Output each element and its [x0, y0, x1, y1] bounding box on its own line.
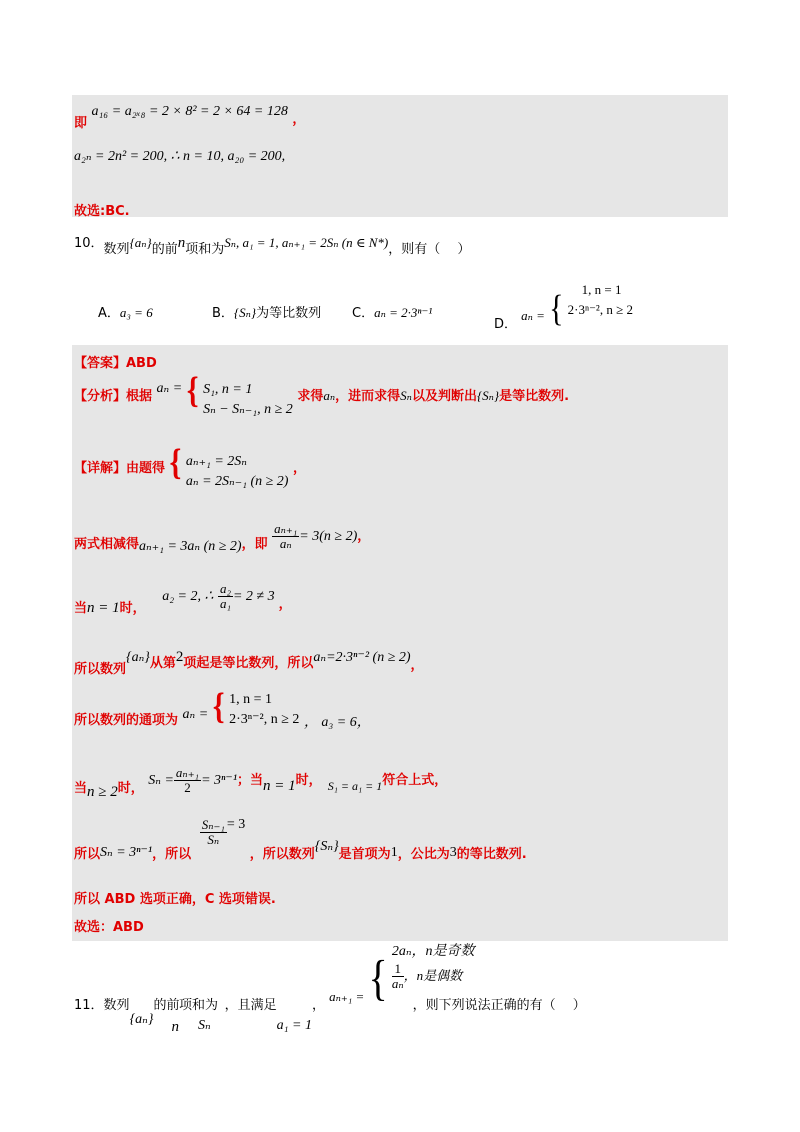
geo-m2: 2 — [175, 649, 184, 665]
q10-option-c-math: aₙ = 2·3ⁿ⁻¹ — [374, 305, 433, 320]
prev-line1-math: a₁₆ = a₂ₓ₈ = 2 × 8² = 2 × 64 = 128 — [91, 104, 288, 119]
q11-number: 11． — [74, 998, 104, 1013]
solution10-ratio — [74, 817, 527, 862]
q10-stem-c: 项和为 — [185, 242, 225, 257]
q11-a1: a₁ = 1 — [276, 1018, 312, 1033]
analysis-sn: Sₙ — [400, 388, 412, 403]
sub-frac — [272, 522, 299, 551]
n1-m3: = 2 ≠ 3 — [232, 589, 275, 604]
ratio-m1: Sₙ = 3ⁿ⁻¹ — [100, 845, 153, 860]
ratio-m3: {Sₙ} — [314, 839, 339, 854]
q11-t4: ，且满足 — [224, 998, 277, 1013]
geo-t1: 所以数列 — [74, 662, 127, 677]
ratio-frac-den: Sₙ — [207, 832, 220, 847]
ratio-t2: ，所以 — [152, 847, 192, 862]
solution10-analysis — [74, 369, 570, 420]
analysis-t3: 以及判断出 — [411, 389, 477, 404]
sn-frac — [174, 766, 201, 795]
sn-t4: 时， — [295, 773, 322, 788]
analysis-set: {Sₙ} — [476, 388, 500, 403]
sub-m1: aₙ₊₁ = 3aₙ (n ≥ 2) — [139, 539, 242, 554]
q11-sn: Sₙ — [197, 1018, 211, 1033]
q11-stem — [74, 942, 586, 1035]
sn-m1: n ≥ 2 — [87, 784, 118, 800]
n1-m2: a₂ = 2, ∴ — [162, 589, 214, 604]
q10-option-c-label: C． — [352, 306, 375, 321]
ratio-t4: 是首项为 — [338, 847, 391, 862]
q10-stem-d: ，则有（ ） — [388, 242, 471, 257]
q11-case1: 2aₙ，n是奇数 — [391, 944, 475, 959]
prev-line1-prefix: 即 — [74, 116, 88, 131]
sn-m4: n = 1 — [263, 778, 296, 794]
sub-end: ， — [357, 529, 371, 544]
q11-t5: ， — [312, 998, 326, 1013]
gen-lhs: aₙ = — [182, 707, 209, 722]
analysis-t4: 是等比数列. — [499, 389, 570, 404]
sn-m2: Sₙ = — [148, 773, 174, 788]
solution10-sn — [74, 765, 448, 800]
q11-brace: { — [368, 949, 388, 1006]
gen-case2: 2·3ⁿ⁻², n ≥ 2 — [229, 712, 300, 727]
analysis-brace: { — [186, 369, 199, 411]
q11-t1: 数列 — [103, 998, 130, 1013]
n1-frac-den: a₁ — [219, 596, 231, 611]
detail-case1: aₙ₊₁ = 2Sₙ — [185, 454, 247, 469]
gen-t1: 所以数列的通项为 — [74, 713, 179, 728]
ratio-m5: 3 — [449, 845, 457, 860]
analysis-an: aₙ — [323, 388, 336, 403]
analysis-t1: 求得 — [297, 389, 324, 404]
sn-m3: = 3ⁿ⁻¹ — [201, 773, 238, 788]
n1-m1: n = 1 — [87, 600, 120, 616]
q11-t6: ，则下列说法正确的有（ ） — [412, 998, 586, 1013]
sub-t2: ，即 — [241, 537, 268, 552]
solution10-detail — [74, 441, 307, 492]
q10-option-b-math: {Sₙ} — [233, 305, 257, 320]
geo-t3: 项起是等比数列，所以 — [183, 656, 314, 671]
sn-t2: 时， — [117, 781, 144, 796]
q10-option-a — [98, 302, 153, 321]
sn-t3: ；当 — [237, 773, 264, 788]
sub-m2: = 3(n ≥ 2) — [299, 529, 358, 544]
q10-n: n — [177, 235, 186, 251]
q10-option-b — [212, 302, 321, 321]
prev-line2-math: a₂ₙ = 2n² = 200, ∴ n = 10, a₂₀ = 200, — [74, 149, 286, 164]
q10-stem-a: 数列 — [103, 242, 130, 257]
q10-option-d-case2: 2·3ⁿ⁻², n ≥ 2 — [567, 302, 633, 317]
q10-option-d — [494, 280, 633, 332]
detail-end: ， — [293, 461, 307, 476]
sub-t1: 两式相减得 — [74, 537, 140, 552]
q11-case2-den: aₙ — [391, 976, 404, 991]
sn-frac-num: aₙ₊₁ — [175, 765, 200, 780]
q11-lhs: aₙ₊₁ = — [329, 989, 365, 1004]
q11-case2-num: 1 — [392, 962, 404, 977]
ratio-frac — [200, 818, 227, 847]
detail-brace: { — [169, 441, 182, 483]
q11-case2-frac — [392, 962, 404, 991]
geo-t2: 从第 — [149, 656, 176, 671]
prev-conclusion: 故选:BC. — [74, 204, 130, 219]
q10-stem-b: 的前 — [151, 242, 178, 257]
q10-option-a-label: A． — [98, 306, 120, 321]
q10-option-d-brace: { — [549, 287, 564, 329]
analysis-t2: ，进而求得 — [335, 389, 401, 404]
n1-end: ， — [278, 597, 292, 612]
q11-case2-text: ，n是偶数 — [403, 968, 463, 983]
solution10-final: 所以 ABD 选项正确，C 选项错误. — [74, 892, 276, 907]
q10-option-b-text: 为等比数列 — [256, 306, 322, 321]
q10-option-c — [352, 302, 432, 321]
q10-stem — [74, 232, 471, 257]
analysis-case1: S₁, n = 1 — [203, 382, 253, 397]
q11-n: n — [171, 1019, 179, 1035]
n1-t1: 当 — [74, 601, 88, 616]
ratio-m4: 1 — [390, 845, 398, 860]
n1-frac — [218, 582, 233, 611]
solution10-geometric — [74, 646, 424, 677]
q10-option-d-case1: 1, n = 1 — [581, 282, 622, 297]
ratio-t5: ，公比为 — [397, 847, 450, 862]
q11-seq: {aₙ} — [129, 1012, 154, 1027]
ratio-m2: = 3 — [226, 817, 246, 832]
q10-cond: Sₙ, a₁ = 1, aₙ₊₁ = 2Sₙ (n ∈ N*) — [224, 235, 389, 250]
n1-t2: 时， — [119, 601, 146, 616]
sn-frac-den: 2 — [184, 780, 191, 795]
analysis-label: 【分析】根据 — [74, 389, 153, 404]
sub-frac-den: aₙ — [279, 536, 292, 551]
solution10-answer: 【答案】ABD — [74, 356, 157, 371]
detail-label: 【详解】由题得 — [74, 461, 166, 476]
geo-end: ， — [410, 658, 424, 673]
solution10-choice: 故选：ABD — [74, 920, 144, 935]
prev-line1 — [74, 100, 306, 131]
prev-line1-suffix: ， — [292, 112, 306, 127]
q11-case2 — [392, 962, 475, 991]
q11-t3: 项和为 — [178, 998, 218, 1013]
sub-frac-num: aₙ₊₁ — [274, 521, 298, 536]
q11-t2: 的前 — [153, 998, 180, 1013]
geo-m3: aₙ=2·3ⁿ⁻² (n ≥ 2) — [313, 650, 411, 665]
ratio-t6: 的等比数列. — [456, 847, 527, 862]
analysis-lhs: aₙ = — [156, 381, 183, 396]
q10-option-a-math: a₃ = 6 — [119, 305, 153, 320]
gen-m: ， a₃ = 6， — [303, 715, 371, 730]
q10-option-d-lhs: aₙ = — [521, 308, 545, 323]
ratio-t3: ，所以数列 — [249, 847, 315, 862]
analysis-case2: Sₙ − Sₙ₋₁, n ≥ 2 — [203, 402, 293, 417]
sn-t1: 当 — [74, 781, 88, 796]
solution10-subtract — [74, 521, 371, 554]
n1-frac-num: a₂ — [219, 581, 231, 596]
q10-option-b-label: B． — [212, 306, 234, 321]
solution10-general — [74, 685, 371, 730]
q10-number: 10． — [74, 236, 104, 251]
geo-m1: {aₙ} — [126, 650, 150, 665]
gen-case1: 1, n = 1 — [229, 692, 272, 707]
sn-t5: 符合上式， — [382, 773, 448, 788]
ratio-t1: 所以 — [74, 847, 101, 862]
detail-case2: aₙ = 2Sₙ₋₁ (n ≥ 2) — [185, 474, 289, 489]
solution10-n1 — [74, 581, 292, 616]
ratio-frac-num: Sₙ₋₁ — [201, 817, 225, 832]
sn-m5: S₁ = a₁ = 1 — [327, 779, 383, 793]
q10-option-d-label: D． — [494, 317, 518, 332]
q10-seq: {aₙ} — [129, 235, 152, 250]
gen-brace: { — [212, 685, 225, 727]
